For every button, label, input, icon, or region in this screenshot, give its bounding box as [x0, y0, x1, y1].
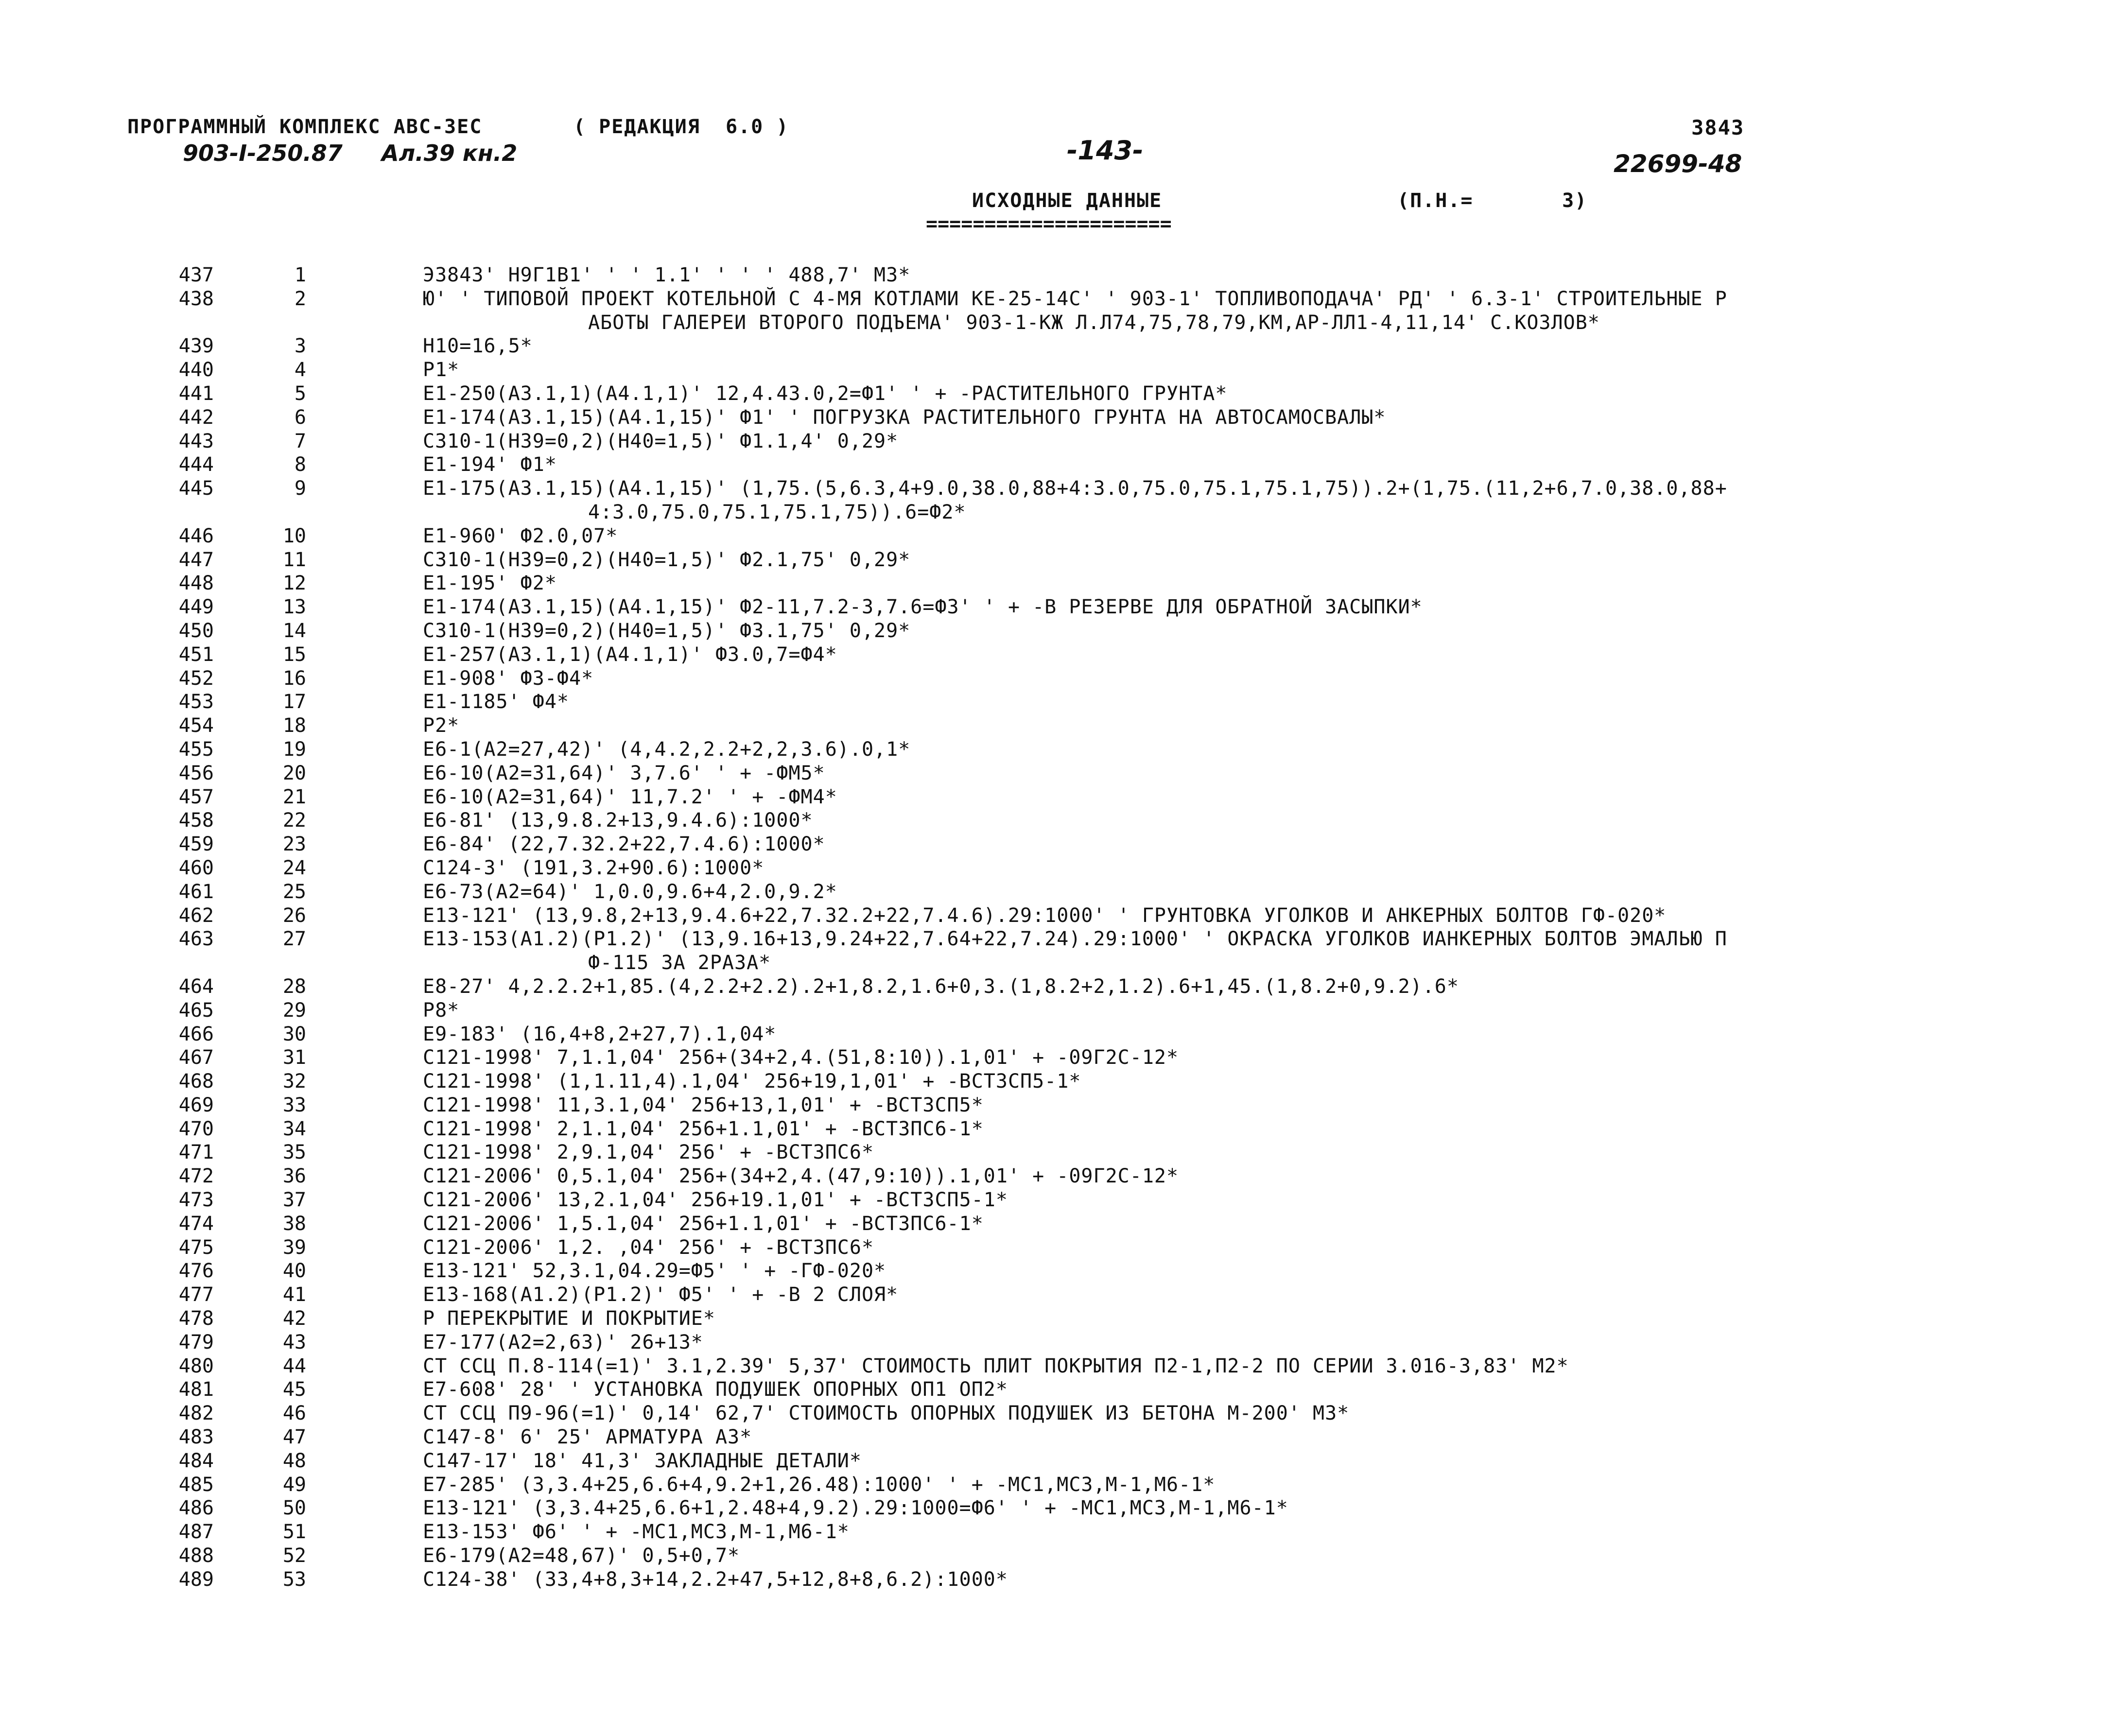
row-line-number: 19: [282, 738, 306, 761]
row-code: Н10=16,5*: [423, 335, 533, 358]
row-sequence-number: 462: [178, 904, 214, 927]
row-code: Е6-81' (13,9.8.2+13,9.4.6):1000*: [423, 809, 813, 832]
row-code: С121-1998' 7,1.1,04' 256+(34+2,4.(51,8:10)).1,01' + -09Г2С-12*: [423, 1046, 1179, 1069]
row-line-number: 18: [282, 714, 306, 737]
row-code: С124-38' (33,4+8,3+14,2.2+47,5+12,8+8,6.2):1000*: [423, 1568, 1008, 1591]
row-sequence-number: 456: [178, 762, 214, 784]
row-code: С121-1998' 2,9.1,04' 256' + -ВСТ3ПС6*: [423, 1141, 874, 1164]
row-code: С121-2006' 1,5.1,04' 256+1.1,01' + -ВСТ3ПС6-1*: [423, 1212, 984, 1235]
page-count-label: (П.Н.= 3): [1397, 190, 1588, 212]
project-code-handwritten: 903-I-250.87: [183, 140, 343, 166]
row-code: С121-1998' 11,3.1,04' 256+13,1,01' + -ВСТ3СП5*: [423, 1094, 984, 1116]
row-code: Р1*: [423, 359, 460, 382]
row-code: С124-3' (191,3.2+90.6):1000*: [423, 856, 765, 879]
row-line-number: 44: [282, 1354, 306, 1377]
row-code: Р8*: [423, 999, 460, 1022]
row-code: С310-1(Н39=0,2)(Н40=1,5)' Ф2.1,75' 0,29*: [423, 548, 911, 571]
row-line-number: 7: [294, 430, 306, 452]
row-code: С310-1(Н39=0,2)(Н40=1,5)' Ф3.1,75' 0,29*: [423, 619, 911, 642]
row-line-number: 1: [294, 264, 306, 286]
row-code: Е6-179(А2=48,67)' 0,5+0,7*: [423, 1545, 740, 1567]
row-code-continuation: АБОТЫ ГАЛЕРЕИ ВТОРОГО ПОДЪЕМА' 903-1-КЖ Л.Л74,75,78,79,КМ,АР-ЛЛ1-4,11,14' С.КОЗЛОВ*: [588, 311, 1600, 334]
row-sequence-number: 480: [178, 1354, 214, 1377]
row-line-number: 39: [282, 1236, 306, 1259]
sheet-reference-handwritten: Ал.39 кн.2: [382, 140, 518, 166]
row-code: СТ ССЦ П.8-114(=1)' 3.1,2.39' 5,37' СТОИМОСТЬ ПЛИТ ПОКРЫТИЯ П2-1,П2-2 ПО СЕРИИ 3.016-3,83' М2*: [423, 1354, 1569, 1377]
row-line-number: 50: [282, 1497, 306, 1520]
row-line-number: 6: [294, 406, 306, 429]
row-code: С121-2006' 1,2. ,04' 256' + -ВСТ3ПС6*: [423, 1236, 874, 1259]
row-line-number: 51: [282, 1521, 306, 1544]
row-code: Е9-183' (16,4+8,2+27,7).1,04*: [423, 1023, 777, 1045]
row-sequence-number: 483: [178, 1426, 214, 1449]
row-sequence-number: 471: [178, 1141, 214, 1164]
row-sequence-number: 444: [178, 453, 214, 476]
row-code: Р2*: [423, 714, 460, 737]
row-code: Е1-175(А3.1,15)(А4.1,15)' (1,75.(5,6.3,4+9.0,38.0,88+4:3.0,75.0,75.1,75.1,75)).2+(1,75.(11,2+6,7.0,38.0,88+: [423, 477, 1727, 500]
row-code: Е13-121' (3,3.4+25,6.6+1,2.48+4,9.2).29:1000=Ф6' ' + -МС1,МС3,М-1,М6-1*: [423, 1497, 1288, 1520]
row-code: Е7-177(А2=2,63)' 26+13*: [423, 1331, 703, 1354]
row-sequence-number: 473: [178, 1189, 214, 1212]
row-sequence-number: 465: [178, 999, 214, 1022]
row-sequence-number: 441: [178, 382, 214, 405]
row-sequence-number: 479: [178, 1331, 214, 1354]
row-code: Е1-908' Ф3-Ф4*: [423, 667, 594, 690]
row-sequence-number: 485: [178, 1473, 214, 1496]
row-code: Е1-195' Ф2*: [423, 572, 557, 595]
row-sequence-number: 472: [178, 1165, 214, 1188]
row-code: С121-2006' 13,2.1,04' 256+19.1,01' + -ВСТ3СП5-1*: [423, 1189, 1008, 1212]
row-code: Е13-121' 52,3.1,04.29=Ф5' ' + -ГФ-020*: [423, 1260, 886, 1283]
row-code-continuation: 4:3.0,75.0,75.1,75.1,75)).6=Ф2*: [588, 501, 966, 523]
row-line-number: 23: [282, 833, 306, 856]
row-line-number: 25: [282, 880, 306, 903]
row-line-number: 32: [282, 1070, 306, 1093]
inventory-number-handwritten: 22699-48: [1614, 150, 1742, 178]
row-line-number: 48: [282, 1449, 306, 1472]
row-sequence-number: 488: [178, 1545, 214, 1567]
section-underline: =====================: [926, 213, 1172, 235]
row-line-number: 13: [282, 596, 306, 619]
row-sequence-number: 481: [178, 1378, 214, 1401]
row-line-number: 42: [282, 1307, 306, 1330]
row-sequence-number: 446: [178, 524, 214, 547]
row-sequence-number: 489: [178, 1568, 214, 1591]
row-code: Е1-174(А3.1,15)(А4.1,15)' Ф1' ' ПОГРУЗКА РАСТИТЕЛЬНОГО ГРУНТА НА АВТОСАМОСВАЛЫ*: [423, 406, 1386, 429]
row-code: Е6-84' (22,7.32.2+22,7.4.6):1000*: [423, 833, 825, 856]
row-sequence-number: 469: [178, 1094, 214, 1116]
row-sequence-number: 459: [178, 833, 214, 856]
row-sequence-number: 455: [178, 738, 214, 761]
row-line-number: 34: [282, 1117, 306, 1140]
row-line-number: 12: [282, 572, 306, 595]
row-code: Е1-250(А3.1,1)(А4.1,1)' 12,4.43.0,2=Ф1' ' + -РАСТИТЕЛЬНОГО ГРУНТА*: [423, 382, 1228, 405]
row-sequence-number: 442: [178, 406, 214, 429]
row-line-number: 31: [282, 1046, 306, 1069]
row-sequence-number: 443: [178, 430, 214, 452]
page-number-handwritten: -143-: [1067, 135, 1144, 166]
row-sequence-number: 438: [178, 287, 214, 310]
row-line-number: 17: [282, 691, 306, 713]
sheet-number: 3843: [1691, 116, 1745, 139]
row-sequence-number: 449: [178, 596, 214, 619]
row-sequence-number: 487: [178, 1521, 214, 1544]
row-code: ЭЗ843' Н9Г1В1' ' ' 1.1' ' ' ' 488,7' М3*: [423, 264, 911, 286]
row-line-number: 2: [294, 287, 306, 310]
row-sequence-number: 461: [178, 880, 214, 903]
row-sequence-number: 448: [178, 572, 214, 595]
row-sequence-number: 476: [178, 1260, 214, 1283]
row-line-number: 29: [282, 999, 306, 1022]
row-line-number: 53: [282, 1568, 306, 1591]
program-title: ПРОГРАММНЫЙ КОМПЛЕКС АВС-3ЕС: [127, 116, 483, 138]
row-code: Е1-257(А3.1,1)(А4.1,1)' Ф3.0,7=Ф4*: [423, 643, 837, 666]
row-code: СТ ССЦ П9-96(=1)' 0,14' 62,7' СТОИМОСТЬ ОПОРНЫХ ПОДУШЕК ИЗ БЕТОНА М-200' М3*: [423, 1402, 1350, 1425]
row-line-number: 21: [282, 785, 306, 808]
row-line-number: 46: [282, 1402, 306, 1425]
row-line-number: 10: [282, 524, 306, 547]
row-line-number: 16: [282, 667, 306, 690]
row-line-number: 24: [282, 856, 306, 879]
row-code: Е13-121' (13,9.8,2+13,9.4.6+22,7.32.2+22,7.4.6).29:1000' ' ГРУНТОВКА УГОЛКОВ И АНКЕРНЫХ БОЛТОВ ГФ-020*: [423, 904, 1667, 927]
row-sequence-number: 437: [178, 264, 214, 286]
row-line-number: 41: [282, 1284, 306, 1306]
row-sequence-number: 468: [178, 1070, 214, 1093]
row-line-number: 14: [282, 619, 306, 642]
row-code: Е13-168(А1.2)(Р1.2)' Ф5' ' + -В 2 СЛОЯ*: [423, 1284, 899, 1306]
row-code: Е1-174(А3.1,15)(А4.1,15)' Ф2-11,7.2-3,7.6=Ф3' ' + -В РЕЗЕРВЕ ДЛЯ ОБРАТНОЙ ЗАСЫПКИ*: [423, 596, 1423, 619]
row-sequence-number: 445: [178, 477, 214, 500]
row-line-number: 49: [282, 1473, 306, 1496]
row-line-number: 36: [282, 1165, 306, 1188]
row-line-number: 27: [282, 928, 306, 951]
row-code-continuation: Ф-115 ЗА 2РАЗА*: [588, 952, 771, 974]
row-sequence-number: 452: [178, 667, 214, 690]
row-line-number: 3: [294, 335, 306, 358]
row-line-number: 30: [282, 1023, 306, 1045]
row-sequence-number: 470: [178, 1117, 214, 1140]
row-line-number: 22: [282, 809, 306, 832]
row-line-number: 52: [282, 1545, 306, 1567]
row-line-number: 9: [294, 477, 306, 500]
row-sequence-number: 439: [178, 335, 214, 358]
row-line-number: 43: [282, 1331, 306, 1354]
row-sequence-number: 486: [178, 1497, 214, 1520]
row-code: Е1-1185' Ф4*: [423, 691, 569, 713]
row-sequence-number: 484: [178, 1449, 214, 1472]
row-sequence-number: 440: [178, 359, 214, 382]
row-line-number: 40: [282, 1260, 306, 1283]
row-code: Е6-10(А2=31,64)' 11,7.2' ' + -ФМ4*: [423, 785, 837, 808]
row-code: Е6-10(А2=31,64)' 3,7.6' ' + -ФМ5*: [423, 762, 825, 784]
row-code: Р ПЕРЕКРЫТИЕ И ПОКРЫТИЕ*: [423, 1307, 715, 1330]
row-sequence-number: 482: [178, 1402, 214, 1425]
row-code: С310-1(Н39=0,2)(Н40=1,5)' Ф1.1,4' 0,29*: [423, 430, 899, 452]
row-line-number: 35: [282, 1141, 306, 1164]
edition-label: ( РЕДАКЦИЯ 6.0 ): [573, 116, 789, 138]
row-sequence-number: 478: [178, 1307, 214, 1330]
row-code: Е13-153' Ф6' ' + -МС1,МС3,М-1,М6-1*: [423, 1521, 850, 1544]
row-code: Е1-194' Ф1*: [423, 453, 557, 476]
row-line-number: 45: [282, 1378, 306, 1401]
section-title: ИСХОДНЫЕ ДАННЫЕ: [972, 190, 1163, 212]
row-sequence-number: 477: [178, 1284, 214, 1306]
row-code: Е6-73(А2=64)' 1,0.0,9.6+4,2.0,9.2*: [423, 880, 837, 903]
row-line-number: 37: [282, 1189, 306, 1212]
row-code: С121-1998' (1,1.11,4).1,04' 256+19,1,01' + -ВСТ3СП5-1*: [423, 1070, 1081, 1093]
row-line-number: 4: [294, 359, 306, 382]
row-sequence-number: 447: [178, 548, 214, 571]
row-sequence-number: 466: [178, 1023, 214, 1045]
row-line-number: 47: [282, 1426, 306, 1449]
row-sequence-number: 454: [178, 714, 214, 737]
row-sequence-number: 467: [178, 1046, 214, 1069]
row-code: С147-17' 18' 41,3' ЗАКЛАДНЫЕ ДЕТАЛИ*: [423, 1449, 862, 1472]
row-line-number: 8: [294, 453, 306, 476]
row-code: Е6-1(А2=27,42)' (4,4.2,2.2+2,2,3.6).0,1*: [423, 738, 911, 761]
row-line-number: 28: [282, 975, 306, 998]
row-line-number: 15: [282, 643, 306, 666]
row-code: Е7-608' 28' ' УСТАНОВКА ПОДУШЕК ОПОРНЫХ ОП1 ОП2*: [423, 1378, 1008, 1401]
row-line-number: 11: [282, 548, 306, 571]
row-sequence-number: 464: [178, 975, 214, 998]
row-line-number: 38: [282, 1212, 306, 1235]
row-sequence-number: 463: [178, 928, 214, 951]
row-line-number: 26: [282, 904, 306, 927]
row-sequence-number: 453: [178, 691, 214, 713]
row-sequence-number: 458: [178, 809, 214, 832]
row-line-number: 20: [282, 762, 306, 784]
row-code: Е1-960' Ф2.0,07*: [423, 524, 618, 547]
row-code: Ю' ' ТИПОВОЙ ПРОЕКТ КОТЕЛЬНОЙ С 4-МЯ КОТЛАМИ КЕ-25-14С' ' 903-1' ТОПЛИВОПОДАЧА' РД' ' 6.3-1' СТРОИТЕЛЬНЫЕ Р: [423, 287, 1727, 310]
row-sequence-number: 450: [178, 619, 214, 642]
row-code: С121-1998' 2,1.1,04' 256+1.1,01' + -ВСТ3ПС6-1*: [423, 1117, 984, 1140]
row-sequence-number: 457: [178, 785, 214, 808]
row-sequence-number: 475: [178, 1236, 214, 1259]
row-line-number: 5: [294, 382, 306, 405]
row-sequence-number: 460: [178, 856, 214, 879]
row-line-number: 33: [282, 1094, 306, 1116]
row-code: Е13-153(А1.2)(Р1.2)' (13,9.16+13,9.24+22,7.64+22,7.24).29:1000' ' ОКРАСКА УГОЛКОВ ИАНКЕРНЫХ БОЛТОВ ЭМАЛЬЮ П: [423, 928, 1727, 951]
row-code: С121-2006' 0,5.1,04' 256+(34+2,4.(47,9:10)).1,01' + -09Г2С-12*: [423, 1165, 1179, 1188]
row-sequence-number: 474: [178, 1212, 214, 1235]
row-code: С147-8' 6' 25' АРМАТУРА А3*: [423, 1426, 752, 1449]
row-sequence-number: 451: [178, 643, 214, 666]
row-code: Е8-27' 4,2.2.2+1,85.(4,2.2+2.2).2+1,8.2,1.6+0,3.(1,8.2+2,1.2).6+1,45.(1,8.2+0,9.2).6*: [423, 975, 1459, 998]
row-code: Е7-285' (3,3.4+25,6.6+4,9.2+1,26.48):1000' ' + -МС1,МС3,М-1,М6-1*: [423, 1473, 1216, 1496]
